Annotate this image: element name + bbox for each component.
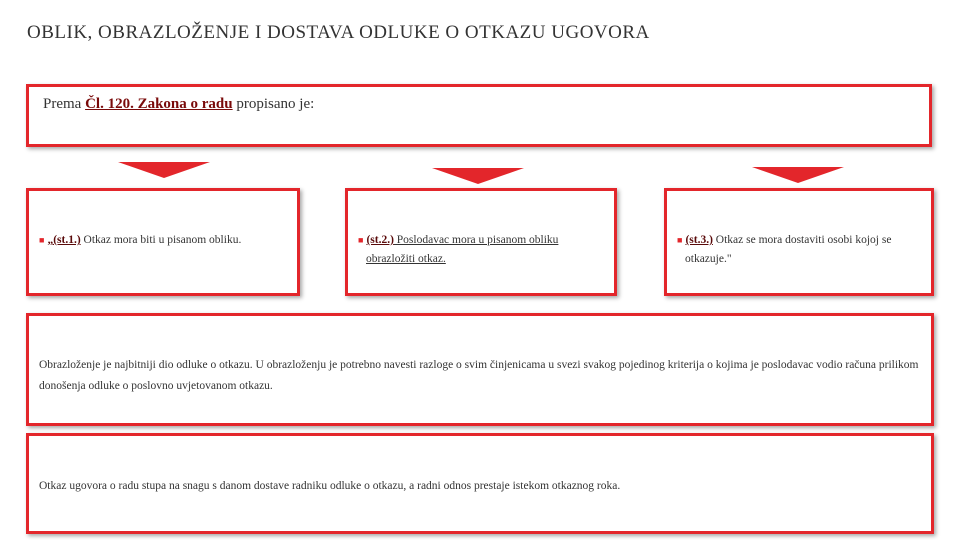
law-reference: Čl. 120. Zakona o radu <box>85 96 233 112</box>
intro-prefix: Prema <box>43 96 86 112</box>
effect-text: Otkaz ugovora o radu stupa na snagu s danom dostave radniku odluke o otkazu, a radni odnos prestaje istekom otkaznog roka. <box>39 480 621 492</box>
column-text: Otkaz mora biti u pisanom obliku. <box>80 234 242 246</box>
paragraph-2-box <box>345 188 617 296</box>
intro-suffix: propisano je: <box>232 96 315 112</box>
effect-box <box>26 433 934 534</box>
page-title: OBLIK, OBRAZLOŽENJE I DOSTAVA ODLUKE O OTKAZU UGOVORA <box>27 22 650 43</box>
paragraph-3-text <box>677 231 923 269</box>
intro-text <box>43 96 314 113</box>
down-arrow-icon <box>118 162 210 178</box>
paragraph-1-text <box>39 231 289 250</box>
paragraph-2-text <box>358 231 606 269</box>
column-text: Poslodavac mora u pisanom obliku obrazložiti otkaz. <box>366 234 559 265</box>
column-text: Otkaz se mora dostaviti osobi kojoj se otkazuje." <box>685 234 892 265</box>
explanation-text: Obrazloženje je najbitniji dio odluke o otkazu. U obrazloženju je potrebno navesti razloge o svim činjenicama u svezi svakog pojedinog kriterija o kojima je poslodavac vodio računa prilikom donošenja odluke o poslovno uvjetovanom otkazu. <box>39 359 919 392</box>
paragraph-3-box <box>664 188 934 296</box>
article-ref: „(st.1.) <box>47 234 81 246</box>
square-bullet-icon: ■ <box>677 235 683 245</box>
article-ref: (st.2.) <box>366 234 394 246</box>
square-bullet-icon: ■ <box>358 235 364 245</box>
article-ref: (st.3.) <box>685 234 713 246</box>
down-arrow-icon <box>752 167 844 183</box>
down-arrow-icon <box>432 168 524 184</box>
paragraph-1-box <box>26 188 300 296</box>
explanation-box <box>26 313 934 426</box>
intro-box <box>26 84 932 147</box>
square-bullet-icon: ■ <box>39 235 45 245</box>
